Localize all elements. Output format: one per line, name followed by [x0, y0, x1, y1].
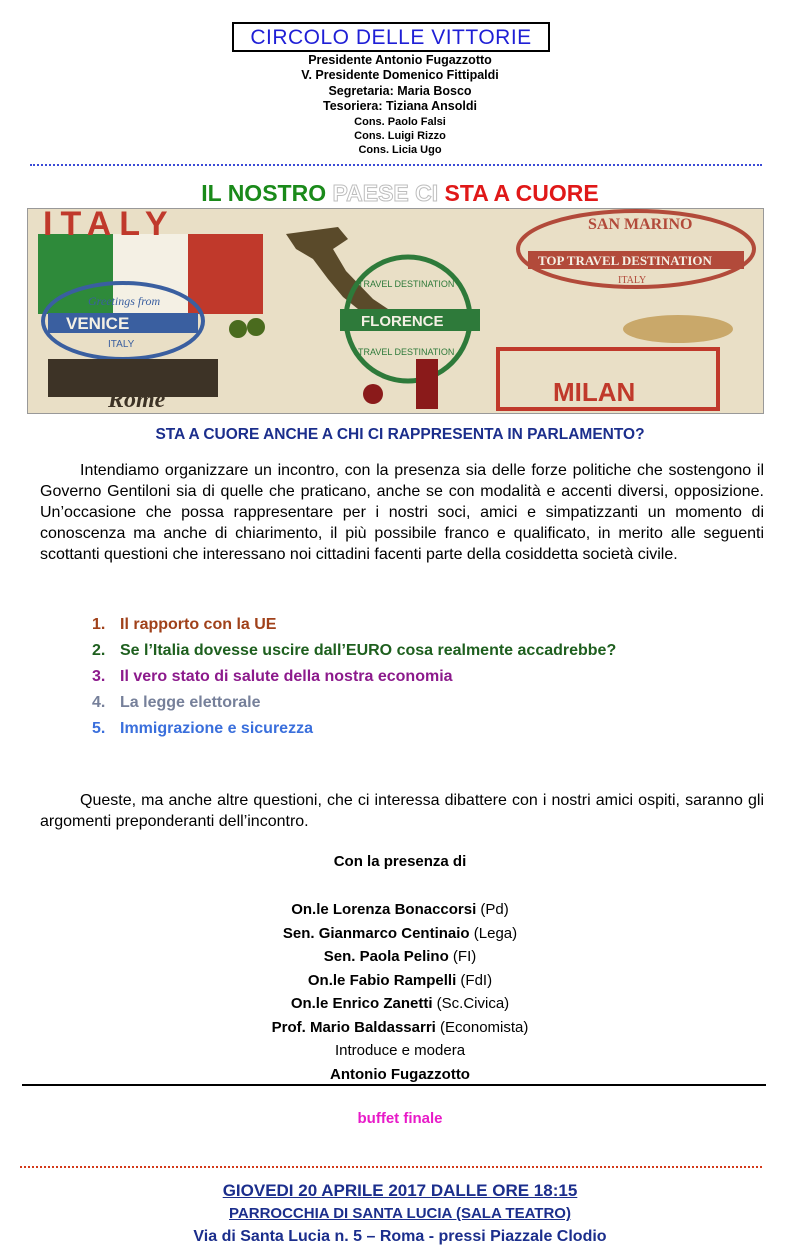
- list-item: 3. Il vero stato di salute della nostra economia: [92, 668, 453, 685]
- event-date: GIOVEDI 20 APRILE 2017 DALLE ORE 18:15: [222, 1181, 578, 1200]
- buffet-note: buffet finale: [357, 1110, 443, 1127]
- venice-stamp: [43, 283, 203, 359]
- list-item: 2. Se l’Italia dovesse uscire dall’EURO cosa realmente accadrebbe?: [92, 642, 617, 659]
- banner-artwork: [28, 209, 764, 414]
- footer-divider: [20, 1166, 762, 1168]
- closing-paragraph: Queste, ma anche altre questioni, che ci interessa dibattere con i nostri amici ospiti, saranno gli argomenti preponderanti dell’incontro.: [40, 792, 764, 830]
- svg-text:TOP TRAVEL DESTINATION: TOP TRAVEL DESTINATION: [538, 253, 712, 268]
- slogan-red: STA A CUORE: [444, 180, 599, 206]
- guest-item: Prof. Mario Baldassarri (Economista): [271, 1018, 529, 1036]
- svg-text:ITALY: ITALY: [618, 275, 647, 286]
- guest-item: On.le Lorenza Bonaccorsi (Pd): [291, 901, 509, 918]
- board-president: Presidente Antonio Fugazzotto: [308, 53, 492, 67]
- event-place: PARROCCHIA DI SANTA LUCIA (SALA TEATRO): [229, 1205, 571, 1222]
- stamp-italy-label: ITALY: [43, 209, 176, 243]
- svg-text:Greetings from: Greetings from: [88, 294, 161, 308]
- guest-item: On.le Enrico Zanetti (Sc.Civica): [290, 995, 510, 1012]
- svg-text:TRAVEL DESTINATION: TRAVEL DESTINATION: [358, 347, 455, 357]
- svg-text:Rome: Rome: [108, 387, 166, 413]
- slogan-white: PAESE CI: [332, 180, 439, 206]
- list-item: 1. Il rapporto con la UE: [92, 616, 277, 633]
- guest-item: On.le Fabio Rampelli (FdI): [307, 971, 493, 989]
- svg-text:FLORENCE: FLORENCE: [361, 313, 444, 330]
- slogan-green: IL NOSTRO: [201, 180, 327, 206]
- svg-text:SAN MARINO: SAN MARINO: [588, 216, 693, 233]
- italy-travel-stamps-banner: [27, 208, 764, 414]
- guest-item: Sen. Gianmarco Centinaio (Lega): [282, 924, 518, 942]
- svg-text:MILAN: MILAN: [553, 377, 636, 407]
- presence-label: Con la presenza di: [333, 853, 467, 870]
- intro-paragraph: Intendiamo organizzare un incontro, con la presenza sia delle forze politiche che sostengono il Governo Gentiloni sia di quelle che praticano, anche se con modalità e accenti diversi, opposizione. Un’occasione che possa rappresentare per i nostri soci, amici e simpatizzanti un momento di conoscenza ma anche di chiarimento, il più possibile franco e qualificato, in merito alle seguenti scottanti questioni che interessano noi cittadini facenti parte della cosiddetta società civile.: [40, 462, 764, 563]
- board-councillor: Cons. Luigi Rizzo: [354, 130, 446, 142]
- svg-text:TRAVEL DESTINATION: TRAVEL DESTINATION: [358, 279, 455, 289]
- wine-glass-icon: [363, 384, 383, 404]
- board-treasurer: Tesoriera: Tiziana Ansoldi: [323, 99, 477, 113]
- list-item: 4. La legge elettorale: [92, 694, 261, 711]
- event-address: Via di Santa Lucia n. 5 – Roma - pressi Piazzale Clodio: [193, 1228, 607, 1245]
- moderator-label: Introduce e modera: [334, 1042, 466, 1059]
- club-title: CIRCOLO DELLE VITTORIE: [232, 22, 550, 52]
- slogan-heading: [0, 178, 800, 208]
- olive-icon: [229, 320, 247, 338]
- topics-list: [92, 612, 764, 742]
- moderator-name: Antonio Fugazzotto: [330, 1065, 470, 1083]
- board-councillor: Cons. Paolo Falsi: [354, 116, 446, 128]
- pizza-icon: [623, 315, 733, 343]
- board-councillor: Cons. Licia Ugo: [358, 144, 442, 156]
- svg-text:VENICE: VENICE: [66, 314, 130, 333]
- header-divider: [30, 164, 762, 166]
- section-divider: [22, 1084, 766, 1086]
- board-vice-president: V. Presidente Domenico Fittipaldi: [301, 68, 499, 82]
- board-secretary: Segretaria: Maria Bosco: [328, 84, 472, 98]
- wine-bottle-icon: [416, 359, 438, 409]
- olive-icon: [247, 318, 265, 336]
- guest-list: [0, 898, 800, 1086]
- svg-text:ITALY: ITALY: [108, 339, 135, 350]
- subheading-question: STA A CUORE ANCHE A CHI CI RAPPRESENTA IN PARLAMENTO?: [155, 426, 645, 443]
- guest-item: Sen. Paola Pelino (FI): [323, 948, 477, 965]
- list-item: 5. Immigrazione e sicurezza: [92, 720, 313, 737]
